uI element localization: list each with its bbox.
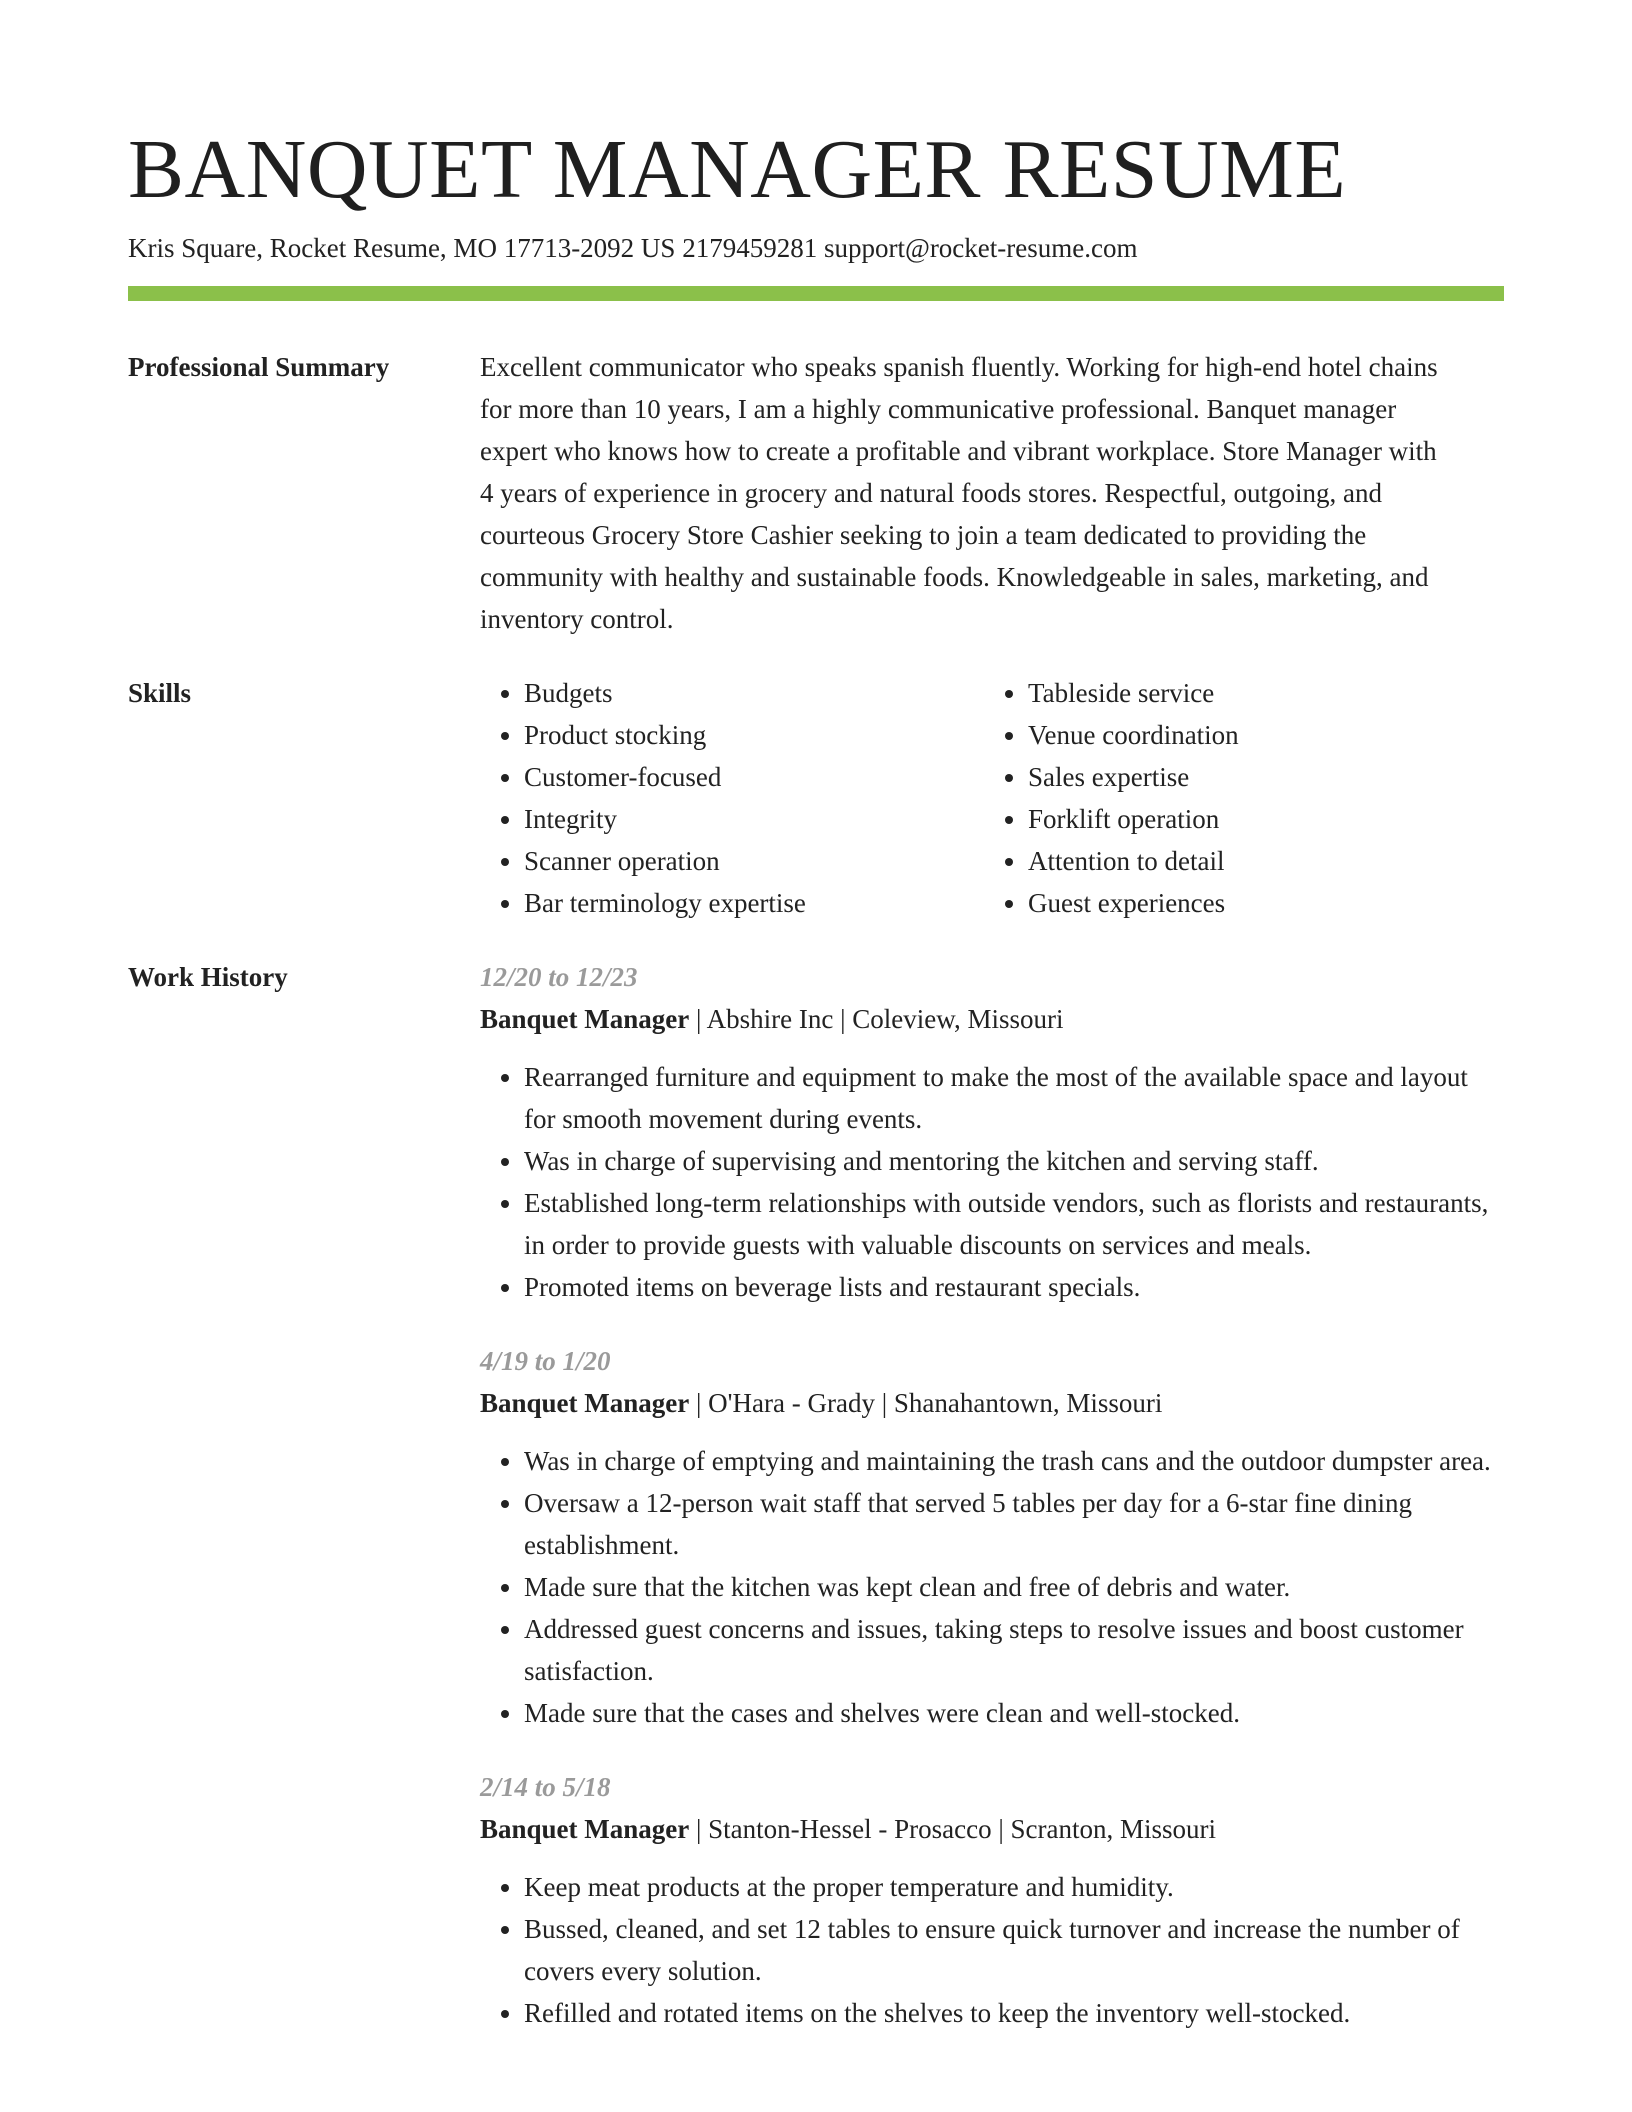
skill-item: • Budgets bbox=[524, 672, 984, 714]
job-entry bbox=[480, 956, 1504, 1308]
job-bullet: • Bussed, cleaned, and set 12 tables to ensure quick turnover and increase the number of covers every solution. bbox=[524, 1908, 1504, 1992]
skill-item: • Customer-focused bbox=[524, 756, 984, 798]
job-entry bbox=[480, 1766, 1504, 2034]
accent-divider bbox=[128, 286, 1504, 301]
skill-item: • Tableside service bbox=[1028, 672, 1488, 714]
job-bullet: • Rearranged furniture and equipment to make the most of the available space and layout for smooth movement during events. bbox=[524, 1056, 1504, 1140]
skill-item: • Product stocking bbox=[524, 714, 984, 756]
summary-line: community with healthy and sustainable foods. Knowledgeable in sales, marketing, and bbox=[480, 562, 1429, 592]
work-history-body bbox=[480, 956, 1504, 2034]
job-bullets bbox=[480, 1056, 1504, 1308]
summary-heading: Professional Summary bbox=[128, 352, 390, 382]
job-bullet: • Oversaw a 12-person wait staff that served 5 tables per day for a 6-star fine dining establishment. bbox=[524, 1482, 1504, 1566]
job-bullet: • Established long-term relationships with outside vendors, such as florists and restaurants, in order to provide guests with valuable discounts on services and meals. bbox=[524, 1182, 1504, 1266]
skill-item: • Attention to detail bbox=[1028, 840, 1488, 882]
job-title: Banquet Manager bbox=[480, 1814, 690, 1844]
skill-item: • Guest experiences bbox=[1028, 882, 1488, 924]
job-bullet: • Was in charge of emptying and maintaining the trash cans and the outdoor dumpster area. bbox=[524, 1440, 1504, 1482]
job-bullet: • Addressed guest concerns and issues, taking steps to resolve issues and boost customer satisfaction. bbox=[524, 1608, 1504, 1692]
skill-item: • Forklift operation bbox=[1028, 798, 1488, 840]
job-dates: 2/14 to 5/18 bbox=[480, 1772, 611, 1802]
job-dates: 12/20 to 12/23 bbox=[480, 962, 638, 992]
job-dates: 4/19 to 1/20 bbox=[480, 1346, 611, 1376]
job-bullet: • Promoted items on beverage lists and restaurant specials. bbox=[524, 1266, 1504, 1308]
skill-item: • Sales expertise bbox=[1028, 756, 1488, 798]
job-details: | Stanton-Hessel - Prosacco | Scranton, Missouri bbox=[689, 1814, 1216, 1844]
job-bullet: • Refilled and rotated items on the shelves to keep the inventory well-stocked. bbox=[524, 1992, 1504, 2034]
job-entry bbox=[480, 1340, 1504, 1734]
summary-line: courteous Grocery Store Cashier seeking to join a team dedicated to providing the bbox=[480, 520, 1367, 550]
skill-item: • Venue coordination bbox=[1028, 714, 1488, 756]
job-title: Banquet Manager bbox=[480, 1004, 690, 1034]
skills-body bbox=[480, 672, 1504, 924]
summary-line: Excellent communicator who speaks spanish fluently. Working for high-end hotel chains bbox=[480, 352, 1438, 382]
skills-list-right bbox=[984, 672, 1488, 924]
summary-line: for more than 10 years, I am a highly communicative professional. Banquet manager bbox=[480, 394, 1397, 424]
job-details: | O'Hara - Grady | Shanahantown, Missouri bbox=[689, 1388, 1163, 1418]
job-bullet: • Keep meat products at the proper temperature and humidity. bbox=[524, 1866, 1504, 1908]
job-bullets bbox=[480, 1440, 1504, 1734]
skill-item: • Integrity bbox=[524, 798, 984, 840]
job-details: | Abshire Inc | Coleview, Missouri bbox=[689, 1004, 1064, 1034]
job-bullets bbox=[480, 1866, 1504, 2034]
summary-line: inventory control. bbox=[480, 604, 674, 634]
job-heading bbox=[480, 1382, 1504, 1424]
job-bullet: • Was in charge of supervising and mentoring the kitchen and serving staff. bbox=[524, 1140, 1504, 1182]
job-heading bbox=[480, 998, 1504, 1040]
skills-heading: Skills bbox=[128, 678, 192, 708]
summary-line: 4 years of experience in grocery and natural foods stores. Respectful, outgoing, and bbox=[480, 478, 1382, 508]
job-heading bbox=[480, 1808, 1504, 1850]
work-history-heading: Work History bbox=[128, 962, 288, 992]
summary-line: expert who knows how to create a profitable and vibrant workplace. Store Manager with bbox=[480, 436, 1437, 466]
contact-line: Kris Square, Rocket Resume, MO 17713-2092 US 2179459281 support@rocket-resume.com bbox=[128, 233, 1138, 263]
summary-body bbox=[480, 346, 1504, 640]
job-title: Banquet Manager bbox=[480, 1388, 690, 1418]
page-title: BANQUET MANAGER RESUME bbox=[128, 123, 1347, 216]
job-bullet: • Made sure that the kitchen was kept clean and free of debris and water. bbox=[524, 1566, 1504, 1608]
job-bullet: • Made sure that the cases and shelves were clean and well-stocked. bbox=[524, 1692, 1504, 1734]
skills-list-left bbox=[480, 672, 984, 924]
skill-item: • Bar terminology expertise bbox=[524, 882, 984, 924]
skill-item: • Scanner operation bbox=[524, 840, 984, 882]
